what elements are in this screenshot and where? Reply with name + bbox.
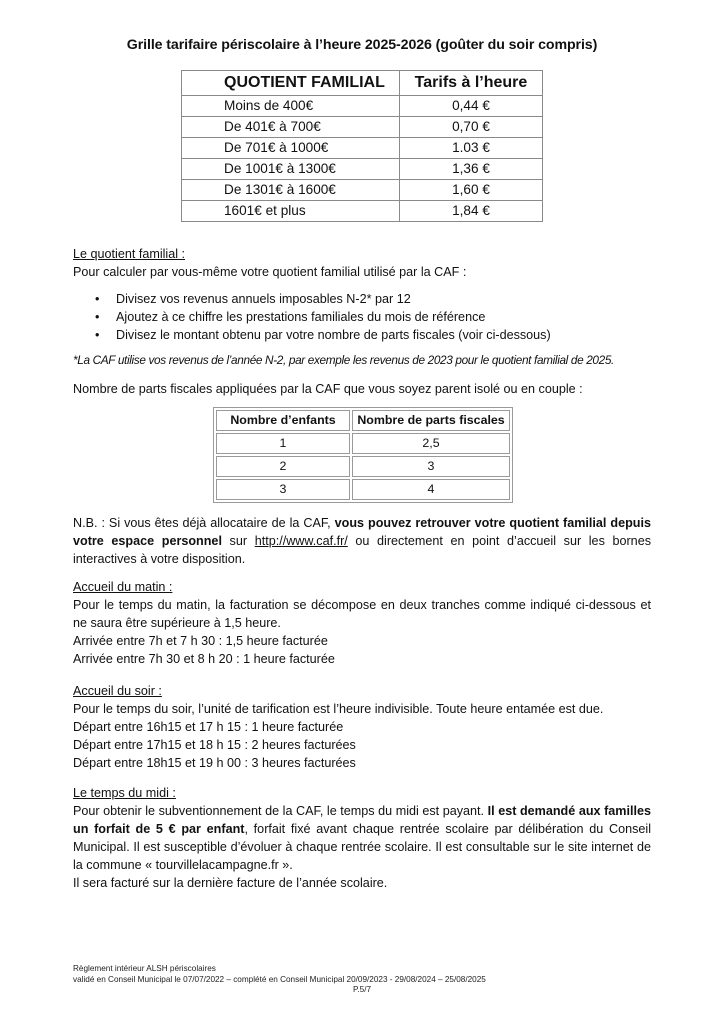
quotient-heading: Le quotient familial :	[73, 247, 186, 261]
midi-text	[73, 802, 651, 874]
page-title: Grille tarifaire périscolaire à l’heure 2025-2026 (goûter du soir compris)	[126, 37, 598, 53]
midi-last-line: Il sera facturé sur la dernière facture de l’année scolaire.	[73, 876, 388, 890]
midi-heading: Le temps du midi :	[73, 786, 176, 800]
header-quotient-familial: QUOTIENT FAMILIAL	[182, 71, 400, 96]
quotient-intro: Pour calculer par vous-même votre quotient familial utilisé par la CAF :	[73, 265, 467, 279]
list-item	[73, 326, 651, 344]
bullet-text: Divisez le montant obtenu par votre nombre de parts fiscales (voir ci-dessous)	[116, 328, 551, 342]
bullet-text: Ajoutez à ce chiffre les prestations familiales du mois de référence	[116, 310, 486, 324]
soir-section	[73, 682, 651, 772]
midi-text-suffix: , forfait fixé avant chaque rentrée scolaire par délibération du Conseil Municipal. Il est susceptible d’évoluer à chaque rentrée scolaire. Il est consultable sur le site internet de la commune « tourvillelacampagne.fr ».	[73, 822, 651, 872]
matin-line: Arrivée entre 7h 30 et 8 h 20 : 1 heure facturée	[73, 652, 335, 666]
parts-fiscales-table	[213, 407, 513, 503]
quotient-bullet-list	[73, 290, 651, 344]
nb-paragraph	[73, 514, 651, 568]
nb-middle: sur	[221, 534, 255, 548]
matin-text: Pour le temps du matin, la facturation se décompose en deux tranches comme indiqué ci-dessous et ne saura être supérieure à 1,5 heure.	[73, 598, 651, 630]
footer-line-1: Règlement intérieur ALSH périscolaires	[73, 964, 216, 973]
table-row	[216, 456, 510, 477]
list-item	[73, 290, 651, 308]
soir-text: Pour le temps du soir, l’unité de tarification est l’heure indivisible. Toute heure entamée est due.	[73, 702, 604, 716]
parts-intro: Nombre de parts fiscales appliquées par la CAF que vous soyez parent isolé ou en couple :	[73, 382, 583, 396]
matin-heading: Accueil du matin :	[73, 580, 173, 594]
soir-line: Départ entre 18h15 et 19 h 00 : 3 heures facturées	[73, 756, 356, 770]
quotient-cell: Moins de 400€	[182, 96, 400, 117]
table-row	[182, 159, 543, 180]
table-row	[182, 201, 543, 222]
soir-line: Départ entre 16h15 et 17 h 15 : 1 heure facturée	[73, 720, 344, 734]
table-row	[182, 96, 543, 117]
enfants-cell: 3	[216, 479, 350, 500]
tarif-cell: 1,84 €	[400, 201, 543, 222]
quotient-cell: De 401€ à 700€	[182, 117, 400, 138]
footer-line-2: validé en Conseil Municipal le 07/07/2022 – complété en Conseil Municipal 20/09/2023 - 29/08/2024 – 25/08/2025	[73, 975, 486, 984]
header-tarifs-heure: Tarifs à l’heure	[400, 71, 543, 96]
table-row	[216, 479, 510, 500]
nb-bold-text: vous pouvez retrouver votre quotient familial depuis votre espace personnel	[73, 516, 651, 548]
quotient-cell: 1601€ et plus	[182, 201, 400, 222]
enfants-cell: 1	[216, 433, 350, 454]
table-header-row	[182, 71, 543, 96]
table-row	[182, 138, 543, 159]
soir-heading: Accueil du soir :	[73, 684, 162, 698]
table-row	[216, 433, 510, 454]
list-item	[73, 308, 651, 326]
bullet-icon: •	[95, 310, 100, 324]
tarif-cell: 0,44 €	[400, 96, 543, 117]
quotient-cell: De 1001€ à 1300€	[182, 159, 400, 180]
tarif-cell: 1.03 €	[400, 138, 543, 159]
bullet-icon: •	[95, 292, 100, 306]
header-nombre-enfants: Nombre d’enfants	[216, 410, 350, 431]
quotient-section	[73, 245, 651, 281]
page-number: P.5/7	[352, 985, 372, 994]
quotient-bullets-block	[73, 290, 651, 344]
table-row	[182, 180, 543, 201]
midi-text-prefix: Pour obtenir le subventionnement de la CAF, le temps du midi est payant.	[73, 804, 488, 818]
midi-bold-text: Il est demandé aux familles un forfait de 5 € par enfant	[73, 804, 651, 836]
table-header-row	[216, 410, 510, 431]
parts-cell: 2,5	[352, 433, 510, 454]
tarif-cell: 1,36 €	[400, 159, 543, 180]
parts-cell: 4	[352, 479, 510, 500]
bullet-icon: •	[95, 328, 100, 342]
enfants-cell: 2	[216, 456, 350, 477]
tarifs-table	[181, 70, 543, 222]
tarif-cell: 0,70 €	[400, 117, 543, 138]
midi-section	[73, 784, 651, 892]
caf-link[interactable]: http://www.caf.fr/	[254, 534, 348, 548]
bullet-text: Divisez vos revenus annuels imposables N-2* par 12	[116, 292, 411, 306]
soir-line: Départ entre 17h15 et 18 h 15 : 2 heures facturées	[73, 738, 356, 752]
matin-line: Arrivée entre 7h et 7 h 30 : 1,5 heure facturée	[73, 634, 328, 648]
quotient-cell: De 701€ à 1000€	[182, 138, 400, 159]
table-row	[182, 117, 543, 138]
header-nombre-parts: Nombre de parts fiscales	[352, 410, 510, 431]
revenus-note: *La CAF utilise vos revenus de l’année N-2, par exemple les revenus de 2023 pour le quotient familial de 2025.	[73, 353, 614, 367]
nb-suffix: ou directement en point d’accueil sur les bornes interactives à votre disposition.	[73, 534, 651, 566]
parts-cell: 3	[352, 456, 510, 477]
footer	[73, 963, 486, 985]
matin-section	[73, 578, 651, 668]
nb-prefix: N.B. : Si vous êtes déjà allocataire de la CAF,	[73, 516, 335, 530]
tarif-cell: 1,60 €	[400, 180, 543, 201]
quotient-cell: De 1301€ à 1600€	[182, 180, 400, 201]
